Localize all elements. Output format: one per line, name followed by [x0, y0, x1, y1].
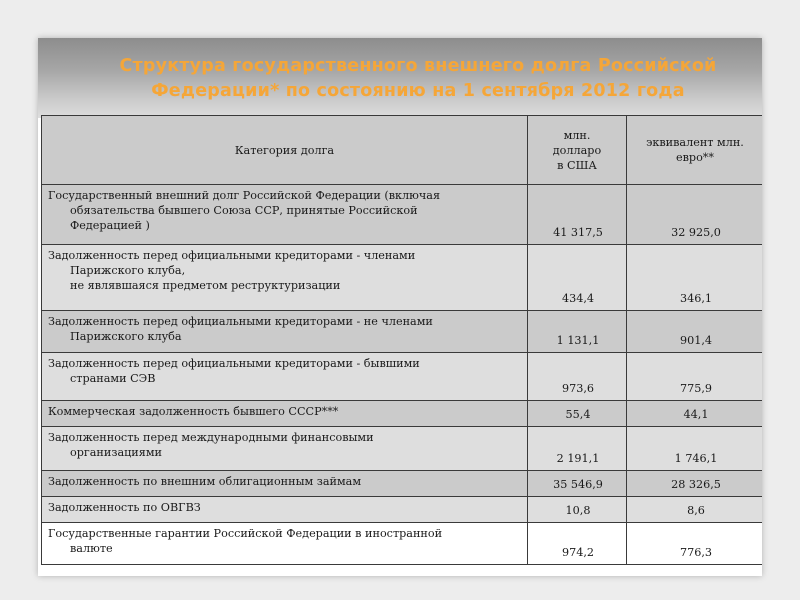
debt-category-line: Парижского клуба, [70, 264, 186, 277]
debt-category-line: Задолженность перед международными финансовыми [48, 431, 374, 444]
debt-category-line: Задолженность перед официальными кредиторами - бывшими [48, 357, 420, 370]
header-usd-line-3: в США [557, 158, 597, 172]
debt-category-line: Задолженность по внешним облигационным займам [48, 475, 362, 488]
usd-value-cell: 974,2 [528, 523, 627, 565]
debt-category-line: Задолженность по ОВГВЗ [48, 501, 201, 514]
usd-value-cell: 973,6 [528, 353, 627, 401]
debt-category-line: странами СЭВ [70, 372, 156, 385]
table-row [42, 311, 763, 353]
debt-category-line: Задолженность перед официальными кредиторами - членами [48, 249, 416, 262]
debt-category-cell [42, 245, 528, 311]
usd-value-cell: 2 191,1 [528, 427, 627, 471]
debt-category-line: Государственные гарантии Российской Федерации в иностранной [48, 527, 443, 540]
debt-category-line: организациями [70, 446, 162, 459]
usd-value-cell: 10,8 [528, 497, 627, 523]
table-row [42, 245, 763, 311]
eur-value-cell: 44,1 [627, 401, 763, 427]
eur-value-cell: 28 326,5 [627, 471, 763, 497]
debt-category-cell [42, 401, 528, 427]
table-row [42, 471, 763, 497]
slide-title [78, 54, 758, 104]
header-eur-line-1: эквивалент млн. [646, 136, 744, 149]
table-body [42, 185, 763, 565]
table-row [42, 353, 763, 401]
eur-value-cell: 1 746,1 [627, 427, 763, 471]
debt-category-line: не являвшаяся предметом реструктуризации [70, 279, 341, 292]
usd-value-cell: 434,4 [528, 245, 627, 311]
debt-category-cell [42, 523, 528, 565]
slide [38, 38, 762, 576]
usd-value-cell: 55,4 [528, 401, 627, 427]
debt-category-line: Федерацией ) [70, 219, 150, 232]
usd-value-cell: 41 317,5 [528, 185, 627, 245]
debt-category-cell [42, 427, 528, 471]
table-row [42, 401, 763, 427]
eur-value-cell: 775,9 [627, 353, 763, 401]
debt-category-cell [42, 353, 528, 401]
eur-value-cell: 901,4 [627, 311, 763, 353]
eur-value-cell: 32 925,0 [627, 185, 763, 245]
debt-category-line: Коммерческая задолженность бывшего СССР*** [48, 405, 339, 418]
eur-value-cell: 776,3 [627, 523, 763, 565]
debt-category-cell [42, 185, 528, 245]
usd-value-cell: 1 131,1 [528, 311, 627, 353]
debt-category-line: Задолженность перед официальными кредиторами - не членами [48, 315, 433, 328]
debt-category-line: Государственный внешний долг Российской Федерации (включая [48, 189, 441, 202]
debt-category-line: Парижского клуба [70, 330, 182, 343]
table-row [42, 427, 763, 471]
header-eur-line-2: евро** [675, 151, 714, 164]
slide-title-line-1: Структура государственного внешнего долга Российской [119, 56, 717, 76]
debt-category-line: обязательства бывшего Союза ССР, принятые Российской [70, 204, 418, 217]
debt-category-cell [42, 311, 528, 353]
header-eur [627, 116, 763, 185]
slide-title-line-2: Федерации* по состоянию на 1 сентября 2012 года [151, 81, 685, 101]
header-usd-line-1: млн. [563, 128, 591, 142]
header-category: Категория долга [42, 116, 528, 185]
table-header-row [42, 116, 763, 185]
usd-value-cell: 35 546,9 [528, 471, 627, 497]
table-row [42, 497, 763, 523]
debt-category-cell [42, 497, 528, 523]
debt-structure-table [41, 115, 762, 565]
eur-value-cell: 8,6 [627, 497, 763, 523]
table-row [42, 185, 763, 245]
table-row [42, 523, 763, 565]
debt-category-cell [42, 471, 528, 497]
header-usd-line-2: долларо [552, 143, 602, 157]
header-usd [528, 116, 627, 185]
eur-value-cell: 346,1 [627, 245, 763, 311]
debt-category-line: валюте [70, 542, 113, 555]
